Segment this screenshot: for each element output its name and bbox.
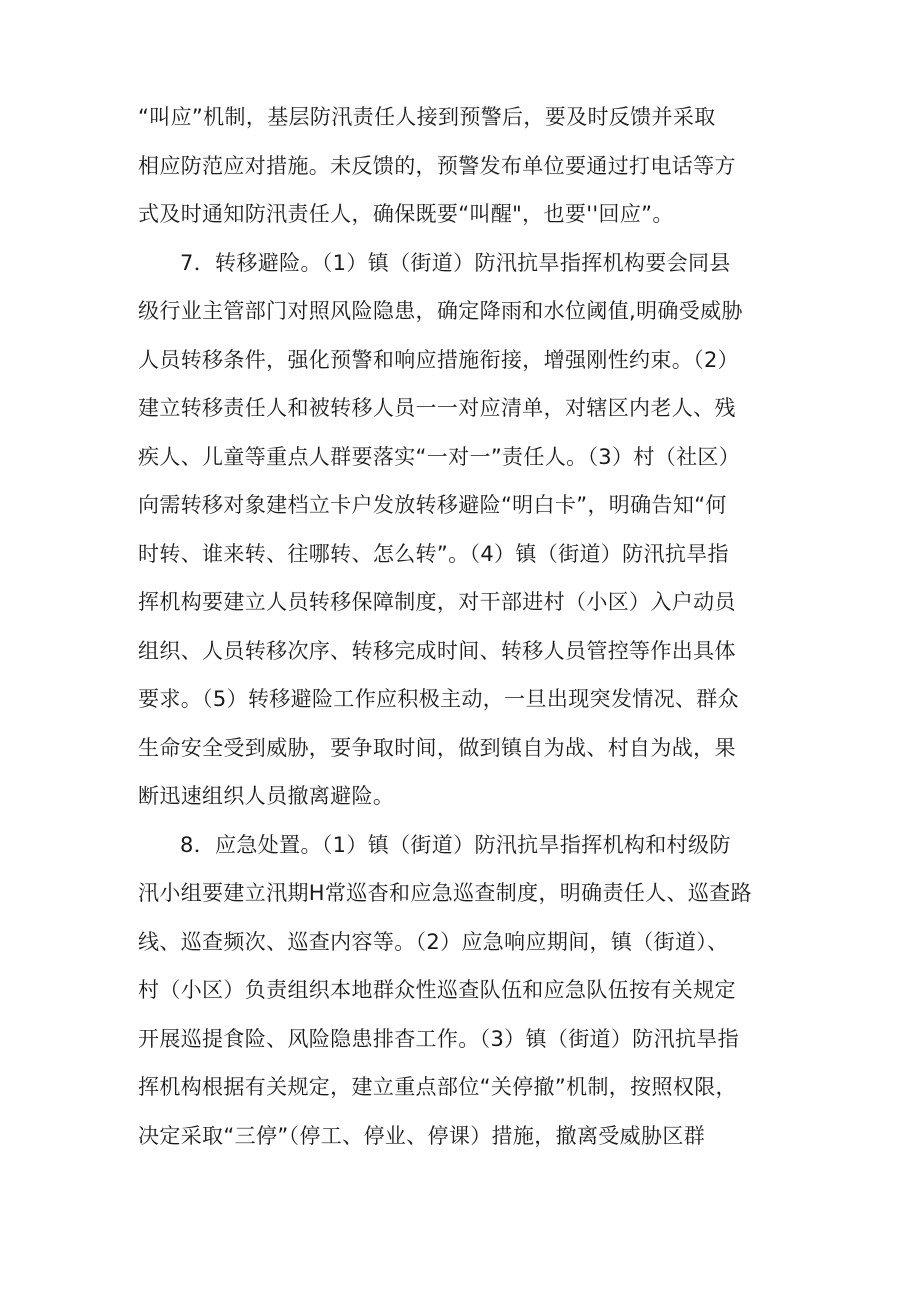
text-line: 组织、人员转移次序、转移完成时间、转移人员管控等作出具体 bbox=[138, 638, 736, 663]
text-line: “叫应”机制，基层防汛责任人接到预警后，要及时反馈并采取 bbox=[138, 105, 716, 129]
text-line: 式及时通知防汛责任人，确保既要“叫醒"，也要''回应”。 bbox=[138, 202, 674, 226]
text-line: 时转、谁来转、往哪转、怎么转”。（4）镇（街道）防汛抗旱指 bbox=[138, 541, 729, 566]
text-line: 向需转移对象建档立卡户发放转移避险“明白卡”，明确告知“何 bbox=[138, 493, 727, 517]
text-line: 相应防范应对措施。未反馈的，预警发布单位要通过打电话等方 bbox=[138, 153, 736, 178]
text-line: 级行业主管部门对照风险隐患，确定降雨和水位阈值,明确受威胁 bbox=[138, 299, 743, 323]
section-7-heading-line: 7．转移避险。（1）镇（街道）防汛抗旱指挥机构要会同县 bbox=[180, 250, 731, 275]
text-line: 村（小区）负责组织本地群众性巡查队伍和应急队伍按有关规定 bbox=[138, 978, 736, 1002]
text-line: 疾人、儿童等重点人群要落实“一对一”责任人。（3）村（社区） bbox=[138, 444, 741, 469]
body-text bbox=[138, 93, 798, 1160]
text-line: 开展巡提食险、风险隐患排杳工作。（3）镇（街道）防汛抗旱指 bbox=[138, 1026, 740, 1051]
text-line: 线、巡查频次、巡查内容等。（2）应急响应期间，镇（街道）、 bbox=[138, 929, 729, 954]
section-8-heading-line: 8．应急处置。（1）镇（街道）防汛抗旱指挥机构和村级防 bbox=[180, 832, 731, 857]
text-line: 断迅速组织人员撤离避险。 bbox=[138, 784, 395, 808]
text-line: 挥机构根据有关规定，建立重点部位“关停撤”机制，按照权限， bbox=[138, 1075, 737, 1099]
text-line: 生命安全受到威胁，要争取时间，做到镇自为战、村自为战，果 bbox=[138, 735, 736, 760]
text-line: 要求。（5）转移避险工作应积极主动，一旦出现突发情况、群众 bbox=[138, 687, 740, 711]
text-line: 决定采取“三停”（停工、停业、停课）措施，撤离受威胁区群 bbox=[138, 1123, 706, 1148]
text-line: 建立转移责任人和被转移人员一一对应清单，对辖区内老人、残 bbox=[138, 396, 736, 420]
text-line: 汛小组要建立汛期H常巡杳和应急巡查制度，明确责任人、巡查路 bbox=[138, 881, 752, 905]
text-line: 挥机构要建立人员转移保障制度，对干部进村（小区）入户动员 bbox=[138, 590, 736, 614]
text-line: 人员转移条件，强化预警和响应措施衔接，增强刚性约束。（2） bbox=[138, 347, 740, 372]
